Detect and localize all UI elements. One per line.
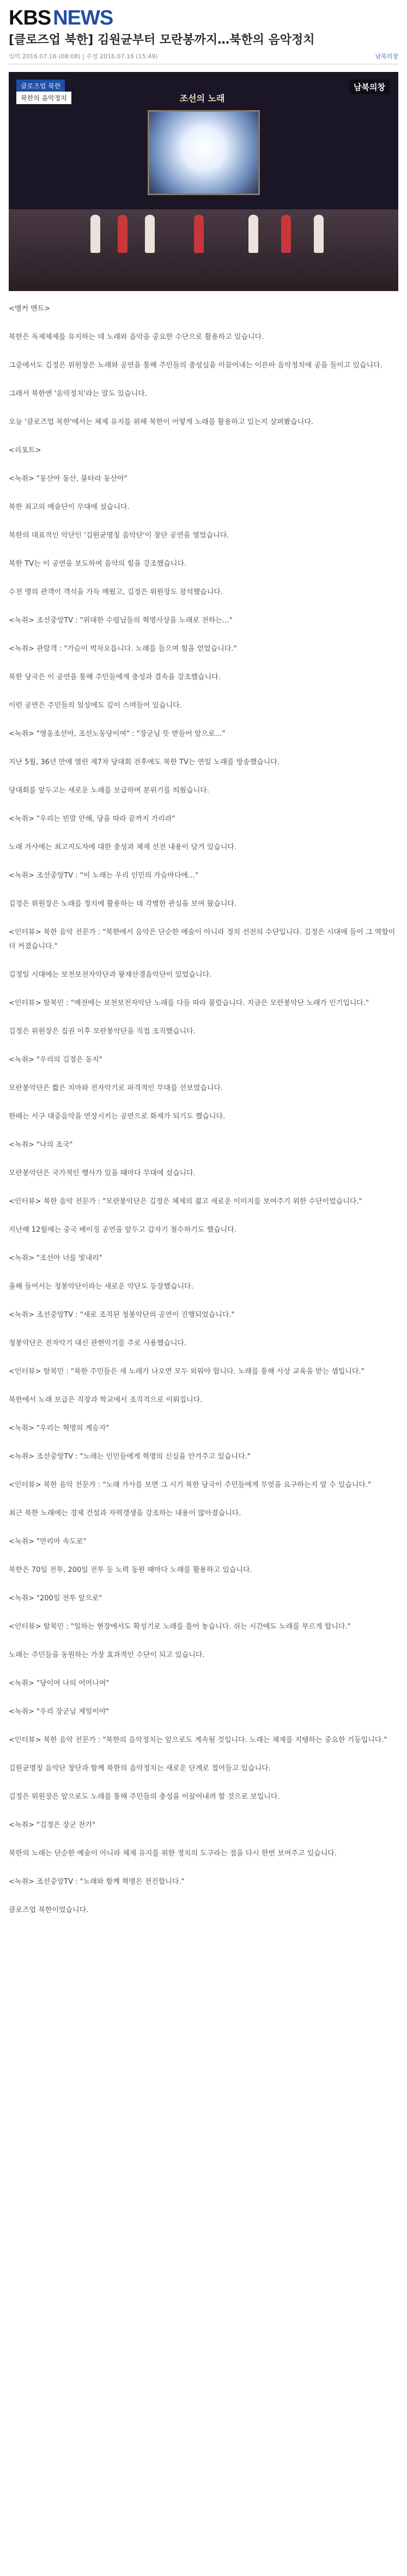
article-paragraph: 한때는 서구 대중음악을 연상시키는 공연으로 화제가 되기도 했습니다. [9,1112,226,1121]
article-paragraph: <녹취> 관람객 : "가슴이 벅차오릅니다. 노래를 들으며 힘을 얻었습니다." [9,645,237,653]
article-paragraph: 김정은 위원장은 노래를 정치에 활용하는 데 각별한 관심을 보여 왔습니다. [9,900,237,908]
logo-kbs: KBS [9,7,51,29]
video-banner: 클로즈업 북한 [16,80,65,92]
article-paragraph: 지난 5월, 36년 만에 열린 제7차 당대회 전후에도 북한 TV는 연일 노래를 방송했습니다. [9,758,280,766]
article-paragraph: <인터뷰> 북한 음악 전문가 : "모란봉악단은 김정은 체제의 젊고 새로운 이미지를 보여주기 위한 수단이었습니다." [9,1198,362,1206]
article-paragraph: <녹취> 조선중앙TV : "이 노래는 우리 인민의 가슴마다에…" [9,872,199,880]
stage-screen-title: 조선의 노래 [179,93,225,104]
performer-figure [90,215,100,253]
performer-figure [314,215,324,253]
article-paragraph: <녹취> "김정은 장군 찬가" [9,1821,96,1829]
article-paragraph: 오늘 '클로즈업 북한'에서는 체제 유지를 위해 북한이 어떻게 노래를 활용하고 있는지 살펴봤습니다. [9,418,314,426]
article-paragraph: 김정일 시대에는 보천보전자악단과 왕재산경음악단이 있었습니다. [9,971,212,979]
article-date: 입력 2016.07.16 (08:08) | 수정 2016.07.16 (15:49) [9,53,158,60]
performer-figure [194,215,204,253]
article-paragraph: <녹취> 조선중앙TV : "노래는 인민들에게 혁명의 신심을 안겨주고 있습니다." [9,1453,251,1461]
article-paragraph: <녹취> 조선중앙TV : "위대한 수령님들의 혁명사상을 노래로 전하는…" [9,616,233,625]
article-paragraph: <녹취> "200일 전투 앞으로" [9,1594,102,1603]
kbs-news-logo[interactable] [9,7,398,30]
article-paragraph: 지난해 12월에는 중국 베이징 공연을 앞두고 갑자기 철수하기도 했습니다. [9,1226,236,1234]
article-paragraph: <녹취> "영웅조선아, 조선노동당이여" : "장군님 뜻 받들어 앞으로…" [9,730,226,738]
program-badge: 남북의창 [349,80,390,94]
article-paragraph: <리포트> [9,446,41,455]
article-paragraph: <인터뷰> 북한 음악 전문가 : "노래 가사를 보면 그 시기 북한 당국이 주민들에게 무엇을 요구하는지 알 수 있습니다." [9,1481,372,1489]
article-paragraph: <녹취> "조선아 너를 빛내리" [9,1254,102,1262]
article-paragraph: 수천 명의 관객이 객석을 가득 메웠고, 김정은 위원장도 참석했습니다. [9,588,223,596]
article-paragraph: <인터뷰> 탈북민 : "예전에는 보천보전자악단 노래를 다들 따라 불렀습니다. 지금은 모란봉악단 노래가 인기입니다." [9,999,369,1007]
article-paragraph: <인터뷰> 탈북민 : "북한 주민들은 새 노래가 나오면 모두 외워야 합니다. 노래를 통해 사상 교육을 받는 셈입니다." [9,1368,365,1376]
article-paragraph: <인터뷰> 북한 음악 전문가 : "북한에서 음악은 단순한 예술이 아니라 정치 선전의 수단입니다. 김정은 시대에 들어 그 역할이 더 커졌습니다." [9,928,396,951]
article-paragraph: <앵커 멘트> [9,305,51,313]
article-paragraph: <녹취> "당이여 나의 어머니여" [9,1679,110,1688]
article-paragraph: <인터뷰> 북한 음악 전문가 : "북한의 음악정치는 앞으로도 계속될 것입니다. 노래는 체제를 지탱하는 중요한 기둥입니다." [9,1736,387,1744]
article-paragraph: <녹취> "우리는 빈말 안해, 당을 따라 끝까지 가리라" [9,815,175,823]
article-body [9,302,398,1918]
performer-figure [281,215,291,253]
article-paragraph: 김정은 위원장은 앞으로도 노래를 통해 주민들의 충성을 이끌어내려 할 것으로 보입니다. [9,1793,280,1801]
article-paragraph: 북한 최고의 예술단이 무대에 섰습니다. [9,503,130,511]
article-paragraph: 노래는 주민들을 동원하는 가장 효과적인 수단이 되고 있습니다. [9,1651,205,1659]
article-paragraph: 북한은 독재체제를 유지하는 데 노래와 음악을 중요한 수단으로 활용하고 있습니다. [9,333,264,341]
logo-news: NEWS [53,7,113,29]
stage-screen [148,110,260,195]
article-paragraph: 북한의 노래는 단순한 예술이 아니라 체제 유지를 위한 정치의 도구라는 점을 다시 한번 보여주고 있습니다. [9,1849,337,1858]
article-paragraph: <녹취> "동산아 동산, 불타라 동산아" [9,475,127,483]
article-paragraph: 모란봉악단은 국가적인 행사가 있을 때마다 무대에 섰습니다. [9,1169,196,1177]
video-caption: 북한의 음악정치 [16,92,71,104]
article-paragraph: 북한 당국은 이 공연을 통해 주민들에게 충성과 결속을 강조했습니다. [9,673,221,681]
article-paragraph: 그래서 북한엔 '음악정치'라는 말도 있습니다. [9,390,147,398]
article-paragraph: 북한은 70일 전투, 200일 전투 등 노력 동원 때마다 노래를 활용하고 있습니다. [9,1566,252,1574]
article-paragraph: 최근 북한 노래에는 경제 건설과 자력갱생을 강조하는 내용이 많아졌습니다. [9,1509,241,1517]
article-paragraph: 클로즈업 북한이었습니다. [9,1906,89,1914]
article-meta [9,52,398,64]
article-paragraph: <녹취> "나의 조국" [9,1141,73,1149]
article-paragraph: 청봉악단은 전자악기 대신 관현악기를 주로 사용했습니다. [9,1339,187,1347]
article-paragraph: <인터뷰> 탈북민 : "일하는 현장에서도 확성기로 노래를 틀어 놓습니다. 쉬는 시간에도 노래를 부르게 합니다." [9,1623,351,1631]
article-paragraph: 올해 들어서는 청봉악단이라는 새로운 악단도 등장했습니다. [9,1283,193,1291]
article-paragraph: <녹취> "만리마 속도로" [9,1538,87,1546]
article-paragraph: <녹취> "우리 장군님 제일이야" [9,1708,110,1716]
article-paragraph: 북한의 대표적인 악단인 '김원균명칭 음악단'이 창단 공연을 열었습니다. [9,531,229,540]
article-paragraph: 그중에서도 김정은 위원장은 노래와 공연을 통해 주민들의 충성심을 이끌어내는 이른바 음악정치에 공을 들이고 있습니다. [9,361,382,370]
performer-figure [118,215,127,253]
article-paragraph: 이런 공연은 주민들의 일상에도 깊이 스며들어 있습니다. [9,702,182,710]
article-paragraph: 북한에서 노래 보급은 직장과 학교에서 조직적으로 이뤄집니다. [9,1396,203,1404]
article-paragraph: <녹취> "우리는 혁명의 계승자" [9,1424,110,1432]
article-paragraph: 김정은 위원장은 집권 이후 모란봉악단을 직접 조직했습니다. [9,1027,196,1036]
performer-figure [145,215,155,253]
page-title: [클로즈업 북한] 김원균부터 모란봉까지…북한의 음악정치 [9,33,315,47]
program-link[interactable]: 남북의창 [375,53,398,60]
article-paragraph: 노래 가사에는 최고지도자에 대한 충성과 체제 선전 내용이 담겨 있습니다. [9,843,237,851]
article-paragraph: 당대회를 앞두고는 새로운 노래를 보급하며 분위기를 띄웠습니다. [9,787,209,795]
article-paragraph: <녹취> "우리의 김정은 동지" [9,1056,102,1064]
video-player[interactable] [9,72,398,291]
article-header [9,0,398,64]
article-paragraph: <녹취> 조선중앙TV : "노래와 함께 혁명은 전진합니다." [9,1878,185,1886]
article-paragraph: 모란봉악단은 짧은 치마와 전자악기로 파격적인 무대를 선보였습니다. [9,1084,223,1092]
performer-figure [248,215,258,253]
article-paragraph: <녹취> 조선중앙TV : "새로 조직된 청봉악단의 공연이 진행되었습니다." [9,1311,235,1319]
article-paragraph: 김원균명칭 음악단 창단과 함께 북한의 음악정치는 새로운 단계로 접어들고 있습니다. [9,1764,271,1773]
article-paragraph: 북한 TV는 이 공연을 보도하며 음악의 힘을 강조했습니다. [9,560,187,568]
